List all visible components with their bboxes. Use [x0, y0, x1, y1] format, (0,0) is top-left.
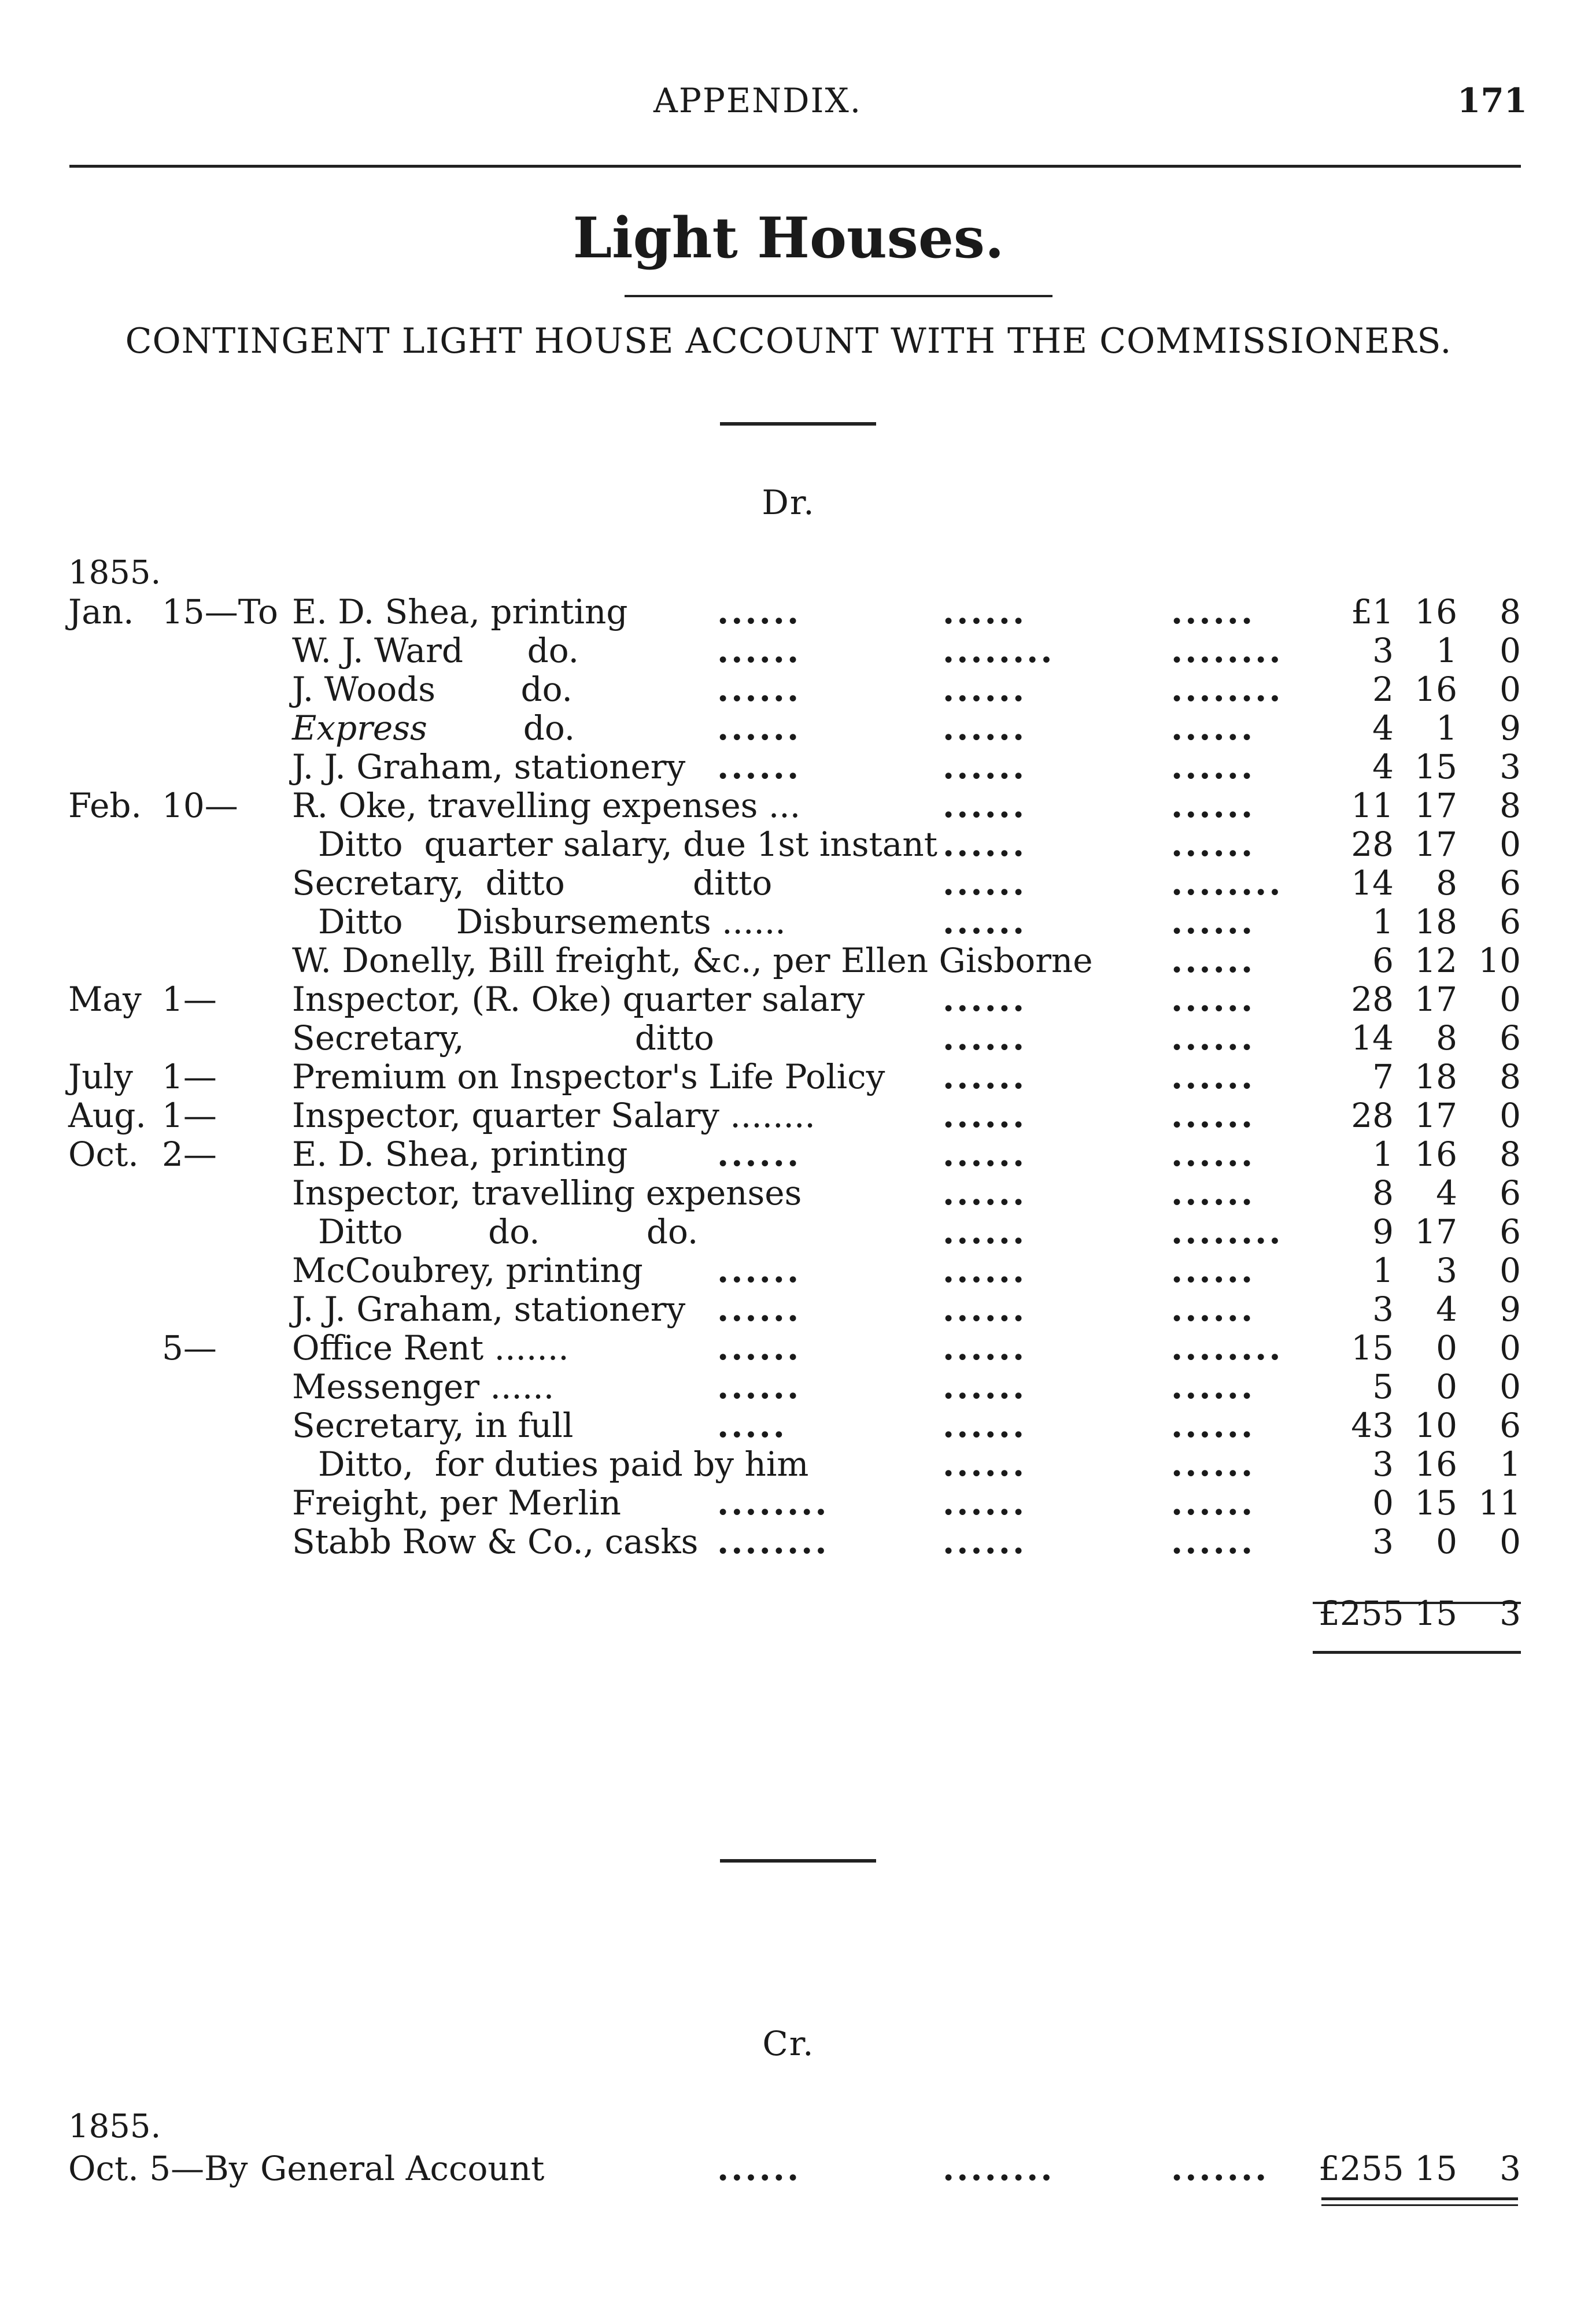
- dot-leader: ......: [717, 631, 802, 670]
- dot-leader: ......: [1171, 592, 1255, 631]
- dot-leader: ......: [1171, 1096, 1255, 1135]
- entry-pence: 0: [1500, 980, 1521, 1019]
- entry-pence: 3: [1500, 747, 1521, 786]
- dot-leader: ......: [943, 670, 1027, 709]
- credit-entry: [0, 2145, 1577, 2192]
- dot-leader: ......: [717, 1328, 802, 1368]
- ledger-row: [0, 1290, 1577, 1329]
- dot-leader: ......: [943, 863, 1027, 903]
- dot-leader: ........: [1171, 670, 1283, 709]
- entry-pounds: 43: [1351, 1406, 1394, 1445]
- entry-description: Office Rent .......: [292, 1328, 569, 1368]
- entry-description: Express do.: [292, 708, 575, 748]
- entry-pounds: 14: [1351, 1018, 1394, 1058]
- entry-description: Inspector, quarter Salary ........: [292, 1096, 815, 1135]
- entry-pounds: 5: [1372, 1367, 1394, 1406]
- entry-description: Premium on Inspector's Life Policy: [292, 1057, 885, 1096]
- dot-leader: ......: [1171, 1057, 1255, 1096]
- ledger-row: [0, 1406, 1577, 1445]
- debit-entries: [0, 593, 1577, 1561]
- dot-leader: ......: [717, 592, 802, 631]
- page-title: Light Houses.: [573, 205, 1004, 271]
- dot-leader: ......: [1171, 1251, 1255, 1290]
- entry-pence: 11: [1478, 1483, 1521, 1523]
- ledger-row: [0, 864, 1577, 903]
- entry-month: Aug.: [68, 1096, 146, 1135]
- credit-pounds: £255: [1319, 2149, 1404, 2188]
- entry-description: J. Woods do.: [292, 670, 573, 709]
- entry-pounds: 11: [1351, 786, 1394, 825]
- dot-leader: ........: [717, 1522, 829, 1561]
- entry-shillings: 8: [1436, 1018, 1457, 1058]
- credit-heading: Cr.: [762, 2024, 815, 2063]
- entry-pence: 9: [1500, 708, 1521, 748]
- entry-description: Ditto quarter salary, due 1st instant: [318, 825, 938, 864]
- entry-pounds: 4: [1372, 747, 1394, 786]
- dot-leader: ......: [943, 1522, 1027, 1561]
- entry-shillings: 17: [1415, 1212, 1457, 1251]
- entry-shillings: 0: [1436, 1367, 1457, 1406]
- entry-description: W. Donelly, Bill freight, &c., per Ellen Gisborne: [292, 941, 1093, 980]
- dot-leader: ......: [1171, 1290, 1255, 1329]
- entry-day: 1—: [162, 1057, 217, 1096]
- total-pounds: £255: [1319, 1594, 1404, 1633]
- credit-rule: [1321, 2204, 1518, 2206]
- dot-leader: ......: [943, 980, 1027, 1019]
- entry-pence: 6: [1500, 1212, 1521, 1251]
- entry-description: Stabb Row & Co., casks: [292, 1522, 699, 1561]
- entry-pence: 0: [1500, 670, 1521, 709]
- entry-pence: 0: [1500, 1328, 1521, 1368]
- entry-pence: 6: [1500, 1018, 1521, 1058]
- dot-leader: ........: [1171, 631, 1283, 670]
- entry-shillings: 17: [1415, 1096, 1457, 1135]
- dot-leader: ......: [943, 1328, 1027, 1368]
- dot-leader: ........: [1171, 1328, 1283, 1368]
- dot-leader: ......: [1171, 1018, 1255, 1058]
- entry-pence: 1: [1500, 1444, 1521, 1484]
- debit-total: [0, 1587, 1577, 1639]
- entry-shillings: 12: [1415, 941, 1457, 980]
- entry-description: W. J. Ward do.: [292, 631, 579, 670]
- entry-pounds: 1: [1372, 1135, 1394, 1174]
- entry-pence: 8: [1500, 1135, 1521, 1174]
- total-pence: 3: [1500, 1594, 1521, 1633]
- dot-leader: ......: [1171, 1367, 1255, 1406]
- dot-leader: ......: [943, 1057, 1027, 1096]
- entry-shillings: 16: [1415, 670, 1457, 709]
- credit-shillings: 15: [1415, 2149, 1457, 2188]
- entry-pence: 0: [1500, 1251, 1521, 1290]
- dot-leader: ......: [943, 1367, 1027, 1406]
- entry-description: Secretary, ditto ditto: [292, 863, 773, 903]
- entry-pence: 0: [1500, 825, 1521, 864]
- entry-pence: 0: [1500, 1367, 1521, 1406]
- ledger-row: [0, 1368, 1577, 1406]
- entry-shillings: 17: [1415, 786, 1457, 825]
- credit-desc: General Account: [260, 2149, 545, 2188]
- debit-heading: Dr.: [762, 483, 815, 522]
- entry-description: R. Oke, travelling expenses ...: [292, 786, 801, 825]
- entry-pounds: 28: [1351, 980, 1394, 1019]
- entry-pence: 10: [1478, 941, 1521, 980]
- section-divider: [720, 422, 876, 426]
- entry-shillings: 15: [1415, 747, 1457, 786]
- entry-day: 1—: [162, 1096, 217, 1135]
- dot-leader: ......: [1171, 1522, 1255, 1561]
- dot-leader: ........: [1171, 1212, 1283, 1251]
- ledger-row: [0, 1096, 1577, 1135]
- entry-month: Oct.: [68, 1135, 139, 1174]
- ledger-row: [0, 1135, 1577, 1174]
- header-rule: [69, 165, 1521, 168]
- dot-leader: ......: [1171, 980, 1255, 1019]
- dot-leader: ......: [717, 1251, 802, 1290]
- entry-month: Feb.: [68, 786, 142, 825]
- entry-day: 1—: [162, 980, 217, 1019]
- dot-leader: ......: [717, 1135, 802, 1174]
- dot-leader: ......: [943, 592, 1027, 631]
- ledger-row: [0, 631, 1577, 670]
- entry-month: Jan.: [68, 592, 134, 631]
- entry-shillings: 0: [1436, 1328, 1457, 1368]
- dot-leader: ........: [1171, 863, 1283, 903]
- dot-leader: ......: [943, 747, 1027, 786]
- dot-leader: ......: [717, 747, 802, 786]
- entry-pounds: £1: [1351, 592, 1394, 631]
- entry-shillings: 16: [1415, 592, 1457, 631]
- section-divider: [720, 1859, 876, 1863]
- entry-pounds: 1: [1372, 1251, 1394, 1290]
- dot-leader: ......: [943, 786, 1027, 825]
- entry-shillings: 16: [1415, 1444, 1457, 1484]
- entry-description: Secretary, in full: [292, 1406, 574, 1445]
- total-shillings: 15: [1415, 1594, 1457, 1633]
- page-number: 171: [1457, 81, 1528, 120]
- dot-leader: ......: [943, 1173, 1027, 1213]
- dot-leader: ......: [717, 1367, 802, 1406]
- entry-description: Inspector, (R. Oke) quarter salary: [292, 980, 865, 1019]
- entry-shillings: 0: [1436, 1522, 1457, 1561]
- dot-leader: ......: [1171, 747, 1255, 786]
- dot-leader: .......: [1171, 2149, 1269, 2188]
- entry-shillings: 18: [1415, 1057, 1457, 1096]
- dot-leader: ......: [943, 1212, 1027, 1251]
- entry-pounds: 3: [1372, 1522, 1394, 1561]
- entry-description: Ditto Disbursements ......: [318, 902, 786, 941]
- entry-month: July: [68, 1057, 133, 1096]
- entry-shillings: 17: [1415, 825, 1457, 864]
- dot-leader: ......: [943, 1290, 1027, 1329]
- entry-pounds: 1: [1372, 902, 1394, 941]
- credit-pence: 3: [1500, 2149, 1521, 2188]
- dot-leader: ......: [943, 708, 1027, 748]
- dot-leader: ......: [943, 1135, 1027, 1174]
- ledger-row: [0, 903, 1577, 941]
- entry-shillings: 17: [1415, 980, 1457, 1019]
- ledger-row: [0, 1019, 1577, 1058]
- dot-leader: ......: [1171, 708, 1255, 748]
- entry-pounds: 3: [1372, 1290, 1394, 1329]
- entry-shillings: 3: [1436, 1251, 1457, 1290]
- dot-leader: ......: [1171, 1444, 1255, 1484]
- entry-pence: 0: [1500, 631, 1521, 670]
- entry-pounds: 15: [1351, 1328, 1394, 1368]
- ledger-row: [0, 1329, 1577, 1368]
- ledger-row: [0, 1523, 1577, 1561]
- ledger-row: [0, 1445, 1577, 1484]
- dot-leader: ......: [943, 825, 1027, 864]
- dot-leader: ......: [1171, 1135, 1255, 1174]
- total-rule-bottom: [1313, 1651, 1521, 1654]
- entry-pence: 6: [1500, 1173, 1521, 1213]
- entry-shillings: 18: [1415, 902, 1457, 941]
- entry-pounds: 3: [1372, 631, 1394, 670]
- entry-pounds: 0: [1372, 1483, 1394, 1523]
- dot-leader: ......: [1171, 902, 1255, 941]
- entry-shillings: 15: [1415, 1483, 1457, 1523]
- entry-pounds: 4: [1372, 708, 1394, 748]
- entry-day: 2—: [162, 1135, 217, 1174]
- entry-month: May: [68, 980, 142, 1019]
- ledger-row: [0, 709, 1577, 748]
- entry-pence: 0: [1500, 1096, 1521, 1135]
- entry-day: 10—: [162, 786, 238, 825]
- ledger-row: [0, 1058, 1577, 1096]
- dot-leader: ........: [717, 1483, 829, 1523]
- entry-pence: 6: [1500, 1406, 1521, 1445]
- ledger-row: [0, 1251, 1577, 1290]
- dot-leader: ......: [1171, 1173, 1255, 1213]
- entry-description: Freight, per Merlin: [292, 1483, 622, 1523]
- dot-leader: ......: [1171, 1406, 1255, 1445]
- entry-description: J. J. Graham, stationery: [292, 1290, 686, 1329]
- entry-day: 15—To: [162, 592, 278, 631]
- dot-leader: ......: [943, 1483, 1027, 1523]
- entry-description: J. J. Graham, stationery: [292, 747, 686, 786]
- entry-shillings: 1: [1436, 631, 1457, 670]
- running-head: APPENDIX.: [653, 81, 862, 120]
- dot-leader: ......: [717, 2149, 802, 2188]
- dot-leader: ......: [1171, 825, 1255, 864]
- dot-leader: ......: [1171, 786, 1255, 825]
- credit-date: Oct. 5—By: [68, 2149, 248, 2188]
- debit-year: 1855.: [68, 554, 161, 592]
- entry-pounds: 2: [1372, 670, 1394, 709]
- credit-year: 1855.: [68, 2108, 161, 2145]
- ledger-row: [0, 748, 1577, 786]
- dot-leader: ........: [943, 631, 1055, 670]
- dot-leader: .....: [717, 1406, 787, 1445]
- dot-leader: ......: [1171, 941, 1255, 980]
- ledger-row: [0, 670, 1577, 709]
- entry-shillings: 8: [1436, 863, 1457, 903]
- entry-shillings: 4: [1436, 1290, 1457, 1329]
- dot-leader: ......: [943, 1406, 1027, 1445]
- entry-pence: 8: [1500, 786, 1521, 825]
- entry-shillings: 10: [1415, 1406, 1457, 1445]
- ledger-row: [0, 1484, 1577, 1523]
- dot-leader: ......: [943, 902, 1027, 941]
- entry-pounds: 28: [1351, 825, 1394, 864]
- entry-pence: 0: [1500, 1522, 1521, 1561]
- dot-leader: ........: [943, 2149, 1055, 2188]
- entry-day: 5—: [162, 1328, 217, 1368]
- title-rule: [625, 295, 1052, 297]
- entry-pence: 8: [1500, 1057, 1521, 1096]
- dot-leader: ......: [1171, 1483, 1255, 1523]
- credit-rule: [1321, 2197, 1518, 2200]
- entry-description: Ditto do. do.: [318, 1212, 699, 1251]
- entry-pence: 9: [1500, 1290, 1521, 1329]
- entry-pounds: 6: [1372, 941, 1394, 980]
- ledger-row: [0, 1174, 1577, 1213]
- entry-pounds: 28: [1351, 1096, 1394, 1135]
- entry-description: E. D. Shea, printing: [292, 1135, 628, 1174]
- dot-leader: ......: [717, 1290, 802, 1329]
- ledger-row: [0, 786, 1577, 825]
- entry-shillings: 4: [1436, 1173, 1457, 1213]
- ledger-row: [0, 941, 1577, 980]
- entry-description: Ditto, for duties paid by him: [318, 1444, 809, 1484]
- dot-leader: ......: [943, 1444, 1027, 1484]
- ledger-row: [0, 1213, 1577, 1251]
- entry-description: Messenger ......: [292, 1367, 555, 1406]
- dot-leader: ......: [717, 708, 802, 748]
- entry-pounds: 3: [1372, 1444, 1394, 1484]
- ledger-row: [0, 593, 1577, 631]
- entry-pounds: 8: [1372, 1173, 1394, 1213]
- entry-shillings: 1: [1436, 708, 1457, 748]
- entry-pounds: 7: [1372, 1057, 1394, 1096]
- ledger-row: [0, 980, 1577, 1019]
- ledger-row: [0, 825, 1577, 864]
- account-subtitle: CONTINGENT LIGHT HOUSE ACCOUNT WITH THE COMMISSIONERS.: [125, 321, 1452, 361]
- dot-leader: ......: [717, 670, 802, 709]
- entry-description: McCoubrey, printing: [292, 1251, 643, 1290]
- entry-shillings: 16: [1415, 1135, 1457, 1174]
- entry-description: Inspector, travelling expenses: [292, 1173, 802, 1213]
- entry-description: E. D. Shea, printing: [292, 592, 628, 631]
- dot-leader: ......: [943, 1096, 1027, 1135]
- dot-leader: ......: [943, 1018, 1027, 1058]
- entry-pence: 6: [1500, 863, 1521, 903]
- entry-pounds: 14: [1351, 863, 1394, 903]
- entry-pence: 8: [1500, 592, 1521, 631]
- entry-pounds: 9: [1372, 1212, 1394, 1251]
- entry-pence: 6: [1500, 902, 1521, 941]
- dot-leader: ......: [943, 1251, 1027, 1290]
- entry-description: Secretary, ditto: [292, 1018, 714, 1058]
